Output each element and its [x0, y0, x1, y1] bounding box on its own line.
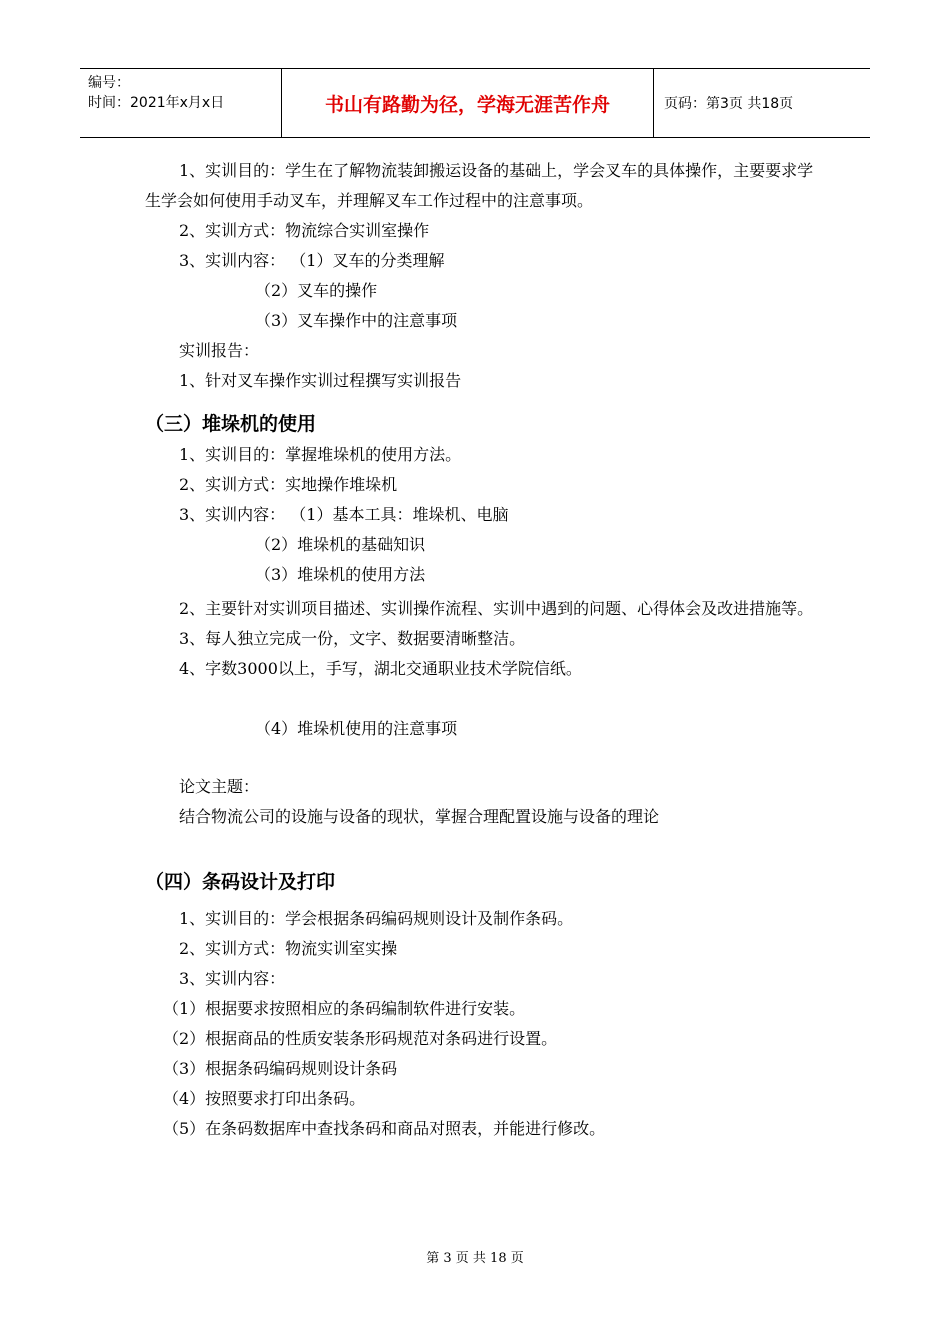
list-item: （1）根据要求按照相应的条码编制软件进行安装。: [163, 999, 526, 1018]
list-item: （3）堆垛机的使用方法: [255, 565, 426, 584]
section-heading-barcode: （四）条码设计及打印: [145, 871, 336, 893]
list-item: （5）在条码数据库中查找条码和商品对照表，并能进行修改。: [163, 1119, 606, 1138]
thesis-label: 论文主题：: [179, 777, 260, 796]
report-item: 1、针对叉车操作实训过程撰写实训报告: [179, 371, 462, 390]
paragraph-training-content: 3、实训内容： （1）叉车的分类理解: [179, 251, 445, 270]
paragraph-report-requirement: 4、字数3000以上，手写，湖北交通职业技术学院信纸。: [179, 659, 582, 678]
paragraph-training-content: 3、实训内容：: [179, 969, 286, 988]
number-label: 编号：: [88, 75, 130, 91]
list-item: （3）叉车操作中的注意事项: [255, 311, 458, 330]
paragraph-training-method: 2、实训方式：物流综合实训室操作: [179, 221, 430, 240]
paragraph-training-content: 3、实训内容： （1）基本工具：堆垛机、电脑: [179, 505, 509, 524]
list-item: （2）叉车的操作: [255, 281, 378, 300]
list-item: （2）堆垛机的基础知识: [255, 535, 426, 554]
paragraph-training-goal: 1、实训目的：学会根据条码编码规则设计及制作条码。: [179, 909, 574, 928]
motto: 书山有路勤为径，学海无涯苦作舟: [282, 69, 654, 137]
list-item: （2）根据商品的性质安装条形码规范对条码进行设置。: [163, 1029, 558, 1048]
report-label: 实训报告：: [179, 341, 260, 360]
thesis-topic: 结合物流公司的设施与设备的现状，掌握合理配置设施与设备的理论: [179, 807, 660, 826]
paragraph-training-goal: 1、实训目的：掌握堆垛机的使用方法。: [179, 445, 462, 464]
document-body: [145, 156, 815, 1144]
paragraph-report-requirement: 2、主要针对实训项目描述、实训操作流程、实训中遇到的问题、心得体会及改进措施等。: [179, 599, 814, 618]
paragraph-report-requirement: 3、每人独立完成一份，文字、数据要清晰整洁。: [179, 629, 526, 648]
list-item: （4）堆垛机使用的注意事项: [255, 719, 458, 738]
page-info: 页码：第3页 共18页: [664, 96, 794, 112]
date-label: 时间：2021年x月x日: [88, 95, 225, 111]
header-left-cell: [80, 69, 282, 137]
page-footer: 第 3 页 共 18 页: [426, 1251, 524, 1266]
paragraph-training-method: 2、实训方式：物流实训室实操: [179, 939, 398, 958]
paragraph-training-goal: 1、实训目的：学生在了解物流装卸搬运设备的基础上，学会叉车的具体操作，主要要求学生学会如何使用手动叉车，并理解叉车工作过程中的注意事项。: [145, 161, 814, 210]
section-heading-stacker: （三）堆垛机的使用: [145, 413, 317, 435]
page-header: [80, 68, 870, 138]
list-item: （3）根据条码编码规则设计条码: [163, 1059, 398, 1078]
list-item: （4）按照要求打印出条码。: [163, 1089, 366, 1108]
paragraph-training-method: 2、实训方式：实地操作堆垛机: [179, 475, 398, 494]
